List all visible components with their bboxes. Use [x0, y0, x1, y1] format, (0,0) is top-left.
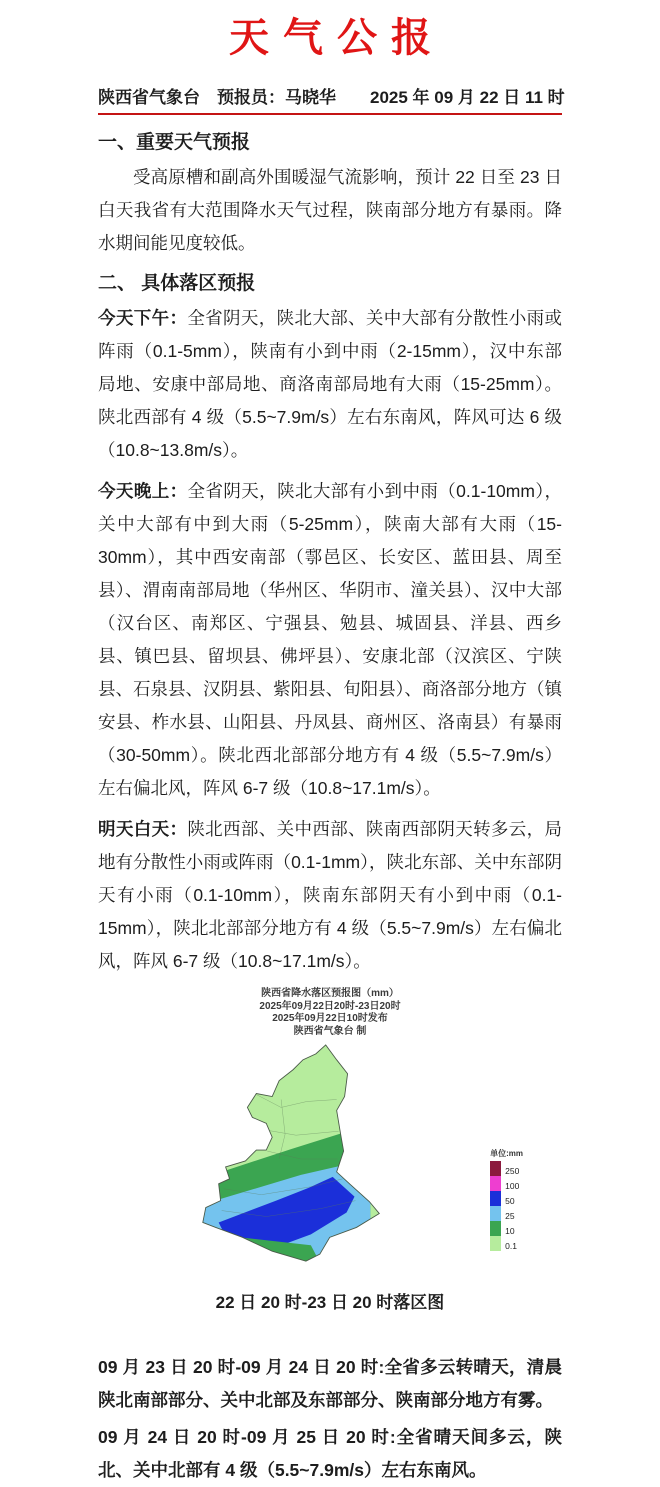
- paragraph-today-afternoon-label: 今天下午：: [98, 308, 188, 328]
- legend-value-250: 250: [505, 1166, 520, 1176]
- legend-row-100: [490, 1176, 523, 1191]
- precipitation-map-figure: [134, 988, 526, 1280]
- legend-row-50: [490, 1191, 523, 1206]
- map-title-line2: 2025年09月22日20时-23日20时: [259, 1000, 401, 1012]
- paragraph-tomorrow-day-text: 陕北西部、关中西部、陕南西部阴天转多云，局地有分散性小雨或阵雨（0.1-1mm），陕北东部、关中东部阴天有小雨（0.1-10mm），陕南东部阴天有小到中雨（0.1-15mm），陕北北部部分地方有 4 级（5.5~7.9m/s）左右偏北风，阵风 6-7 级（10.8~17.1m/s）。: [98, 819, 563, 971]
- shaanxi-precipitation-map: [162, 1040, 430, 1278]
- paragraph-tonight-label: 今天晚上：: [98, 481, 188, 501]
- paragraph-tomorrow-day: [98, 813, 562, 978]
- legend-swatch-100: [490, 1176, 501, 1191]
- legend-swatch-25: [490, 1206, 501, 1221]
- paragraph-today-afternoon-text: 全省阴天，陕北大部、关中大部有分散性小雨或阵雨（0.1-5mm），陕南有小到中雨（2-15mm），汉中东部局地、安康中部局地、商洛南部局地有大雨（15-25mm）。陕北西部有 4 级（5.5~7.9m/s）左右东南风，阵风可达 6 级（10.8~13.8m/s）。: [98, 308, 563, 460]
- paragraph-sep23-24: [98, 1351, 562, 1417]
- section-heading-important-forecast: 一、重要天气预报: [98, 132, 251, 153]
- legend-value-10: 10: [505, 1226, 515, 1236]
- legend-title: 单位:mm: [490, 1149, 523, 1158]
- closing-forecast-block: [98, 1351, 562, 1487]
- map-title-line4: 陕西省气象台 制: [293, 1025, 367, 1037]
- legend-swatch-250: [490, 1161, 501, 1176]
- map-legend: [487, 1146, 526, 1253]
- paragraph-sep24-25: [98, 1421, 562, 1487]
- legend-swatch-0.1: [490, 1236, 501, 1251]
- map-title-line3: 2025年09月22日10时发布: [272, 1013, 388, 1024]
- map-canvas: [134, 1038, 526, 1280]
- section-heading-area-forecast: 二、 具体落区预报: [98, 273, 256, 294]
- legend-row-0.1: [490, 1236, 523, 1251]
- legend-row-250: [490, 1161, 523, 1176]
- paragraph-sep23-24-text: 全省多云转晴天，清晨陕北南部部分、关中北部及东部部分、陕南部分地方有雾。: [98, 1357, 562, 1410]
- legend-value-0.1: 0.1: [505, 1241, 517, 1251]
- map-title-line1: 陕西省降水落区预报图（mm）: [261, 988, 399, 999]
- page-title: 天气公报: [229, 16, 445, 60]
- paragraph-tomorrow-day-label: 明天白天：: [98, 819, 188, 839]
- legend-value-25: 25: [505, 1211, 515, 1221]
- map-caption: 22 日 20 时-23 日 20 时落区图: [215, 1293, 445, 1312]
- paragraph-sep24-25-label: 09 月 24 日 20 时-09 月 25 日 20 时:: [98, 1427, 396, 1447]
- paragraph-tonight: [98, 475, 562, 805]
- legend-value-50: 50: [505, 1196, 515, 1206]
- legend-value-100: 100: [505, 1181, 520, 1191]
- map-title-block: [180, 988, 480, 1038]
- legend-row-10: [490, 1221, 523, 1236]
- legend-swatch-10: [490, 1221, 501, 1236]
- paragraph-sep24-25-text: 全省晴天间多云，陕北、关中北部有 4 级（5.5~7.9m/s）左右东南风。: [98, 1427, 562, 1480]
- paragraph-today-afternoon: [98, 302, 562, 467]
- legend-row-25: [490, 1206, 523, 1221]
- paragraph-sep23-24-label: 09 月 23 日 20 时-09 月 24 日 20 时:: [98, 1357, 385, 1377]
- paragraph-tonight-text: 全省阴天，陕北大部有小到中雨（0.1-10mm），关中大部有中到大雨（5-25mm），陕南大部有大雨（15-30mm），其中西安南部（鄠邑区、长安区、蓝田县、周至县）、渭南南部局地（华州区、华阴市、潼关县）、汉中大部（汉台区、南郑区、宁强县、勉县、城固县、洋县、西乡县、镇巴县、留坝县、佛坪县）、安康北部（汉滨区、宁陕县、石泉县、汉阴县、紫阳县、旬阳县）、商洛部分地方（镇安县、柞水县、山阳县、丹凤县、商州区、洛南县）有暴雨（30-50mm）。陕北西北部部分地方有 4 级（5.5~7.9m/s）左右偏北风，阵风 6-7 级（10.8~17.1m/s）。: [98, 481, 563, 798]
- legend-swatch-50: [490, 1191, 501, 1206]
- paragraph-overview: 受高原槽和副高外围暖湿气流影响，预计 22 日至 23 日白天我省有大范围降水天气过程，陕南部分地方有暴雨。降水期间能见度较低。: [98, 167, 562, 253]
- issue-line: 陕西省气象台 预报员：马晓华 2025 年 09 月 22 日 11 时: [98, 83, 562, 115]
